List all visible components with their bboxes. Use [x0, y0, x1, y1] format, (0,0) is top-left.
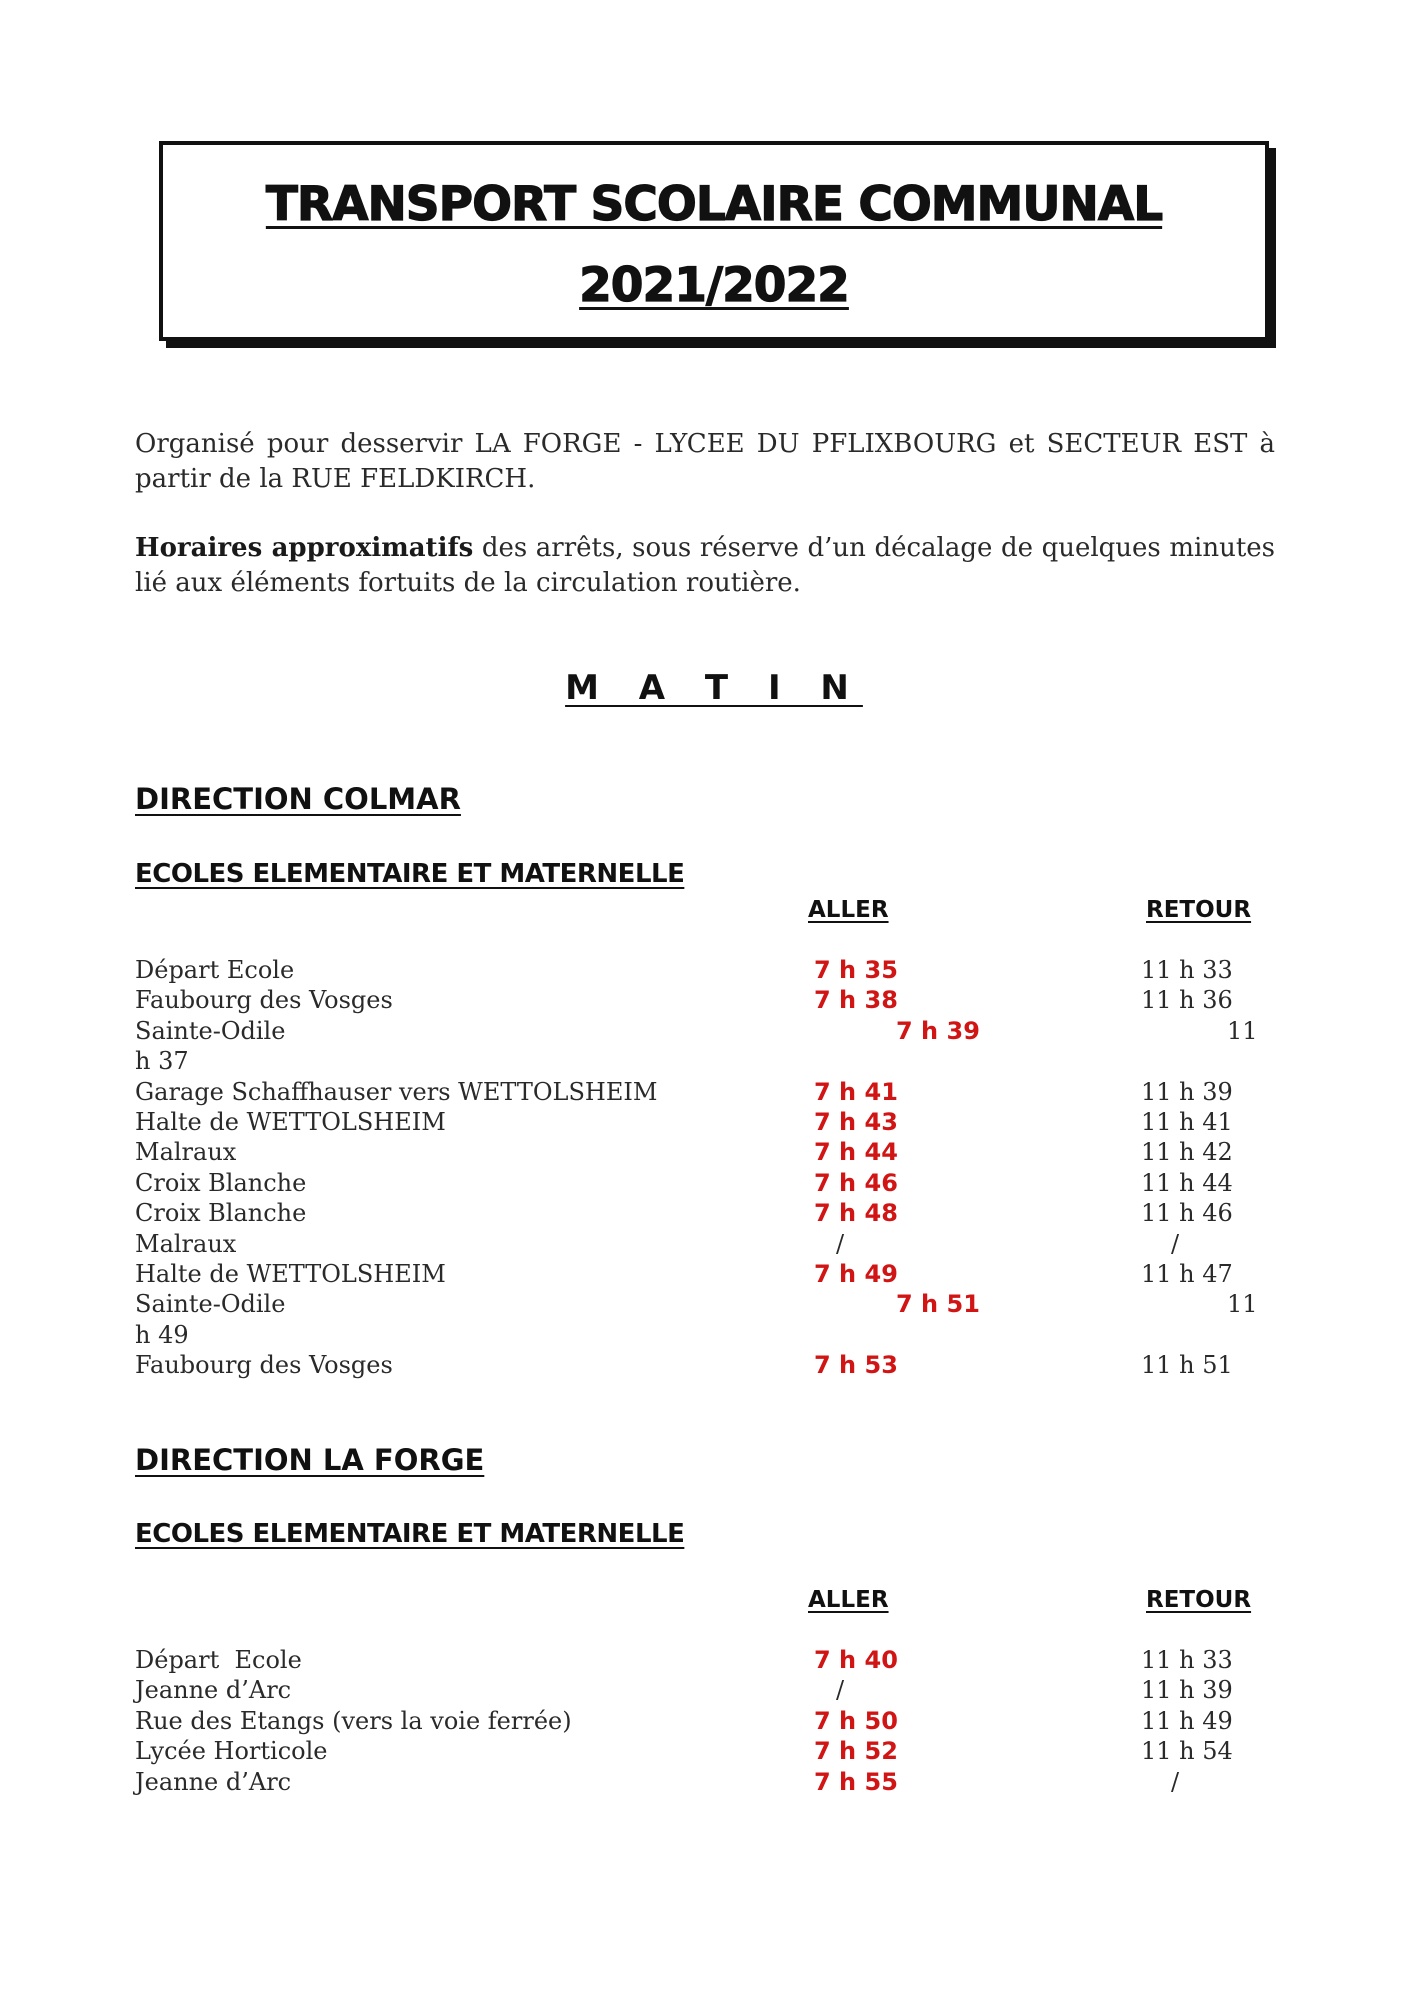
aller-time: 7 h 55 [814, 1767, 898, 1796]
intro-paragraph: Organisé pour desservir LA FORGE - LYCEE DU PFLIXBOURG et SECTEUR EST à partir de la RUE FELDKIRCH. [135, 429, 1275, 494]
stop-name: Halte de WETTOLSHEIM [135, 1259, 446, 1288]
aller-time: 7 h 50 [814, 1706, 898, 1735]
retour-time: 11 h 51 [1141, 1351, 1233, 1380]
direction-colmar-heading: DIRECTION COLMAR [135, 782, 461, 816]
stop-name: Départ Ecole [135, 956, 295, 984]
stop-name: Croix Blanche [135, 1199, 307, 1228]
stop-name: Malraux [135, 1229, 237, 1258]
table-row [0, 1675, 1414, 1705]
retour-time: 11 h 44 [1141, 1168, 1233, 1197]
table-row [0, 1107, 1414, 1137]
aller-time: 7 h 39 [896, 1016, 980, 1045]
retour-time: 11 h 36 [1141, 986, 1233, 1015]
stop-name: Rue des Etangs (vers la voie ferrée) [135, 1706, 572, 1735]
table-row [0, 985, 1414, 1015]
aller-time: 7 h 53 [814, 1351, 898, 1380]
table-row [0, 1077, 1414, 1107]
stop-name: Sainte-Odile [135, 1016, 286, 1045]
schedule-disclaimer [135, 531, 1275, 601]
table-row [0, 1198, 1414, 1228]
disclaimer-bold: Horaires approximatifs [135, 533, 474, 563]
stop-name: Faubourg des Vosges [135, 986, 393, 1015]
table-row [0, 1259, 1414, 1289]
retour-time-wrapped: h 49 [135, 1320, 189, 1349]
table-row [0, 1350, 1414, 1380]
la-forge-retour-header: RETOUR [1146, 1587, 1252, 1613]
table-row [0, 955, 1414, 985]
stop-name: Jeanne d’Arc [135, 1676, 292, 1705]
retour-time: / [1171, 1229, 1180, 1258]
aller-time: 7 h 35 [814, 956, 898, 984]
aller-time: 7 h 43 [814, 1107, 898, 1136]
stop-name: Départ Ecole [135, 1646, 302, 1674]
table-row [0, 1706, 1414, 1736]
retour-time: 11 [1227, 1290, 1258, 1319]
aller-time: 7 h 52 [814, 1737, 898, 1766]
aller-time: 7 h 51 [896, 1290, 980, 1319]
stop-name: Lycée Horticole [135, 1737, 328, 1766]
direction-la-forge-heading: DIRECTION LA FORGE [135, 1443, 485, 1477]
table-row [0, 1645, 1414, 1675]
matin-heading: M A T I N [565, 668, 863, 708]
la-forge-subheading: ECOLES ELEMENTAIRE ET MATERNELLE [135, 1519, 685, 1549]
aller-time: 7 h 44 [814, 1138, 898, 1167]
table-row [0, 1229, 1414, 1259]
document-title: TRANSPORT SCOLAIRE COMMUNAL [265, 177, 1163, 232]
aller-time: 7 h 46 [814, 1168, 898, 1197]
retour-time: 11 h 47 [1141, 1259, 1233, 1288]
retour-time: 11 h 33 [1141, 1646, 1233, 1674]
colmar-subheading: ECOLES ELEMENTAIRE ET MATERNELLE [135, 859, 685, 889]
aller-time: 7 h 40 [814, 1646, 898, 1674]
stop-name: Croix Blanche [135, 1168, 307, 1197]
retour-time: 11 h 33 [1141, 956, 1233, 984]
aller-time: 7 h 49 [814, 1259, 898, 1288]
colmar-retour-header: RETOUR [1146, 897, 1252, 923]
colmar-timetable [0, 955, 1414, 1381]
aller-time: 7 h 41 [814, 1077, 898, 1106]
la-forge-timetable [0, 1645, 1414, 1797]
retour-time: 11 [1227, 1016, 1258, 1045]
table-row [0, 1137, 1414, 1167]
stop-name: Garage Schaffhauser vers WETTOLSHEIM [135, 1077, 658, 1106]
retour-time: 11 h 54 [1141, 1737, 1233, 1766]
table-row [0, 1016, 1414, 1077]
stop-name: Sainte-Odile [135, 1290, 286, 1319]
table-row [0, 1767, 1414, 1797]
stop-name: Halte de WETTOLSHEIM [135, 1107, 446, 1136]
retour-time: 11 h 39 [1141, 1676, 1233, 1705]
aller-time: 7 h 48 [814, 1199, 898, 1228]
table-row [0, 1168, 1414, 1198]
disclaimer-text: des arrêts, sous réserve d’un décalage de quelques minutes lié aux éléments fortuits de la circulation routière. [135, 533, 1275, 598]
retour-time-wrapped: h 37 [135, 1047, 189, 1076]
retour-time: 11 h 42 [1141, 1138, 1233, 1167]
retour-time: 11 h 46 [1141, 1199, 1233, 1228]
stop-name: Malraux [135, 1138, 237, 1167]
la-forge-aller-header: ALLER [808, 1587, 889, 1613]
aller-time: 7 h 38 [814, 986, 898, 1015]
table-row [0, 1736, 1414, 1766]
school-year: 2021/2022 [579, 258, 849, 313]
retour-time: 11 h 41 [1141, 1107, 1233, 1136]
colmar-aller-header: ALLER [808, 897, 889, 923]
aller-time: / [836, 1676, 845, 1705]
stop-name: Jeanne d’Arc [135, 1767, 292, 1796]
table-row [0, 1289, 1414, 1350]
retour-time: 11 h 49 [1141, 1706, 1233, 1735]
stop-name: Faubourg des Vosges [135, 1351, 393, 1380]
retour-time: 11 h 39 [1141, 1077, 1233, 1106]
title-box [159, 141, 1269, 341]
retour-time: / [1171, 1767, 1180, 1796]
aller-time: / [836, 1229, 845, 1258]
